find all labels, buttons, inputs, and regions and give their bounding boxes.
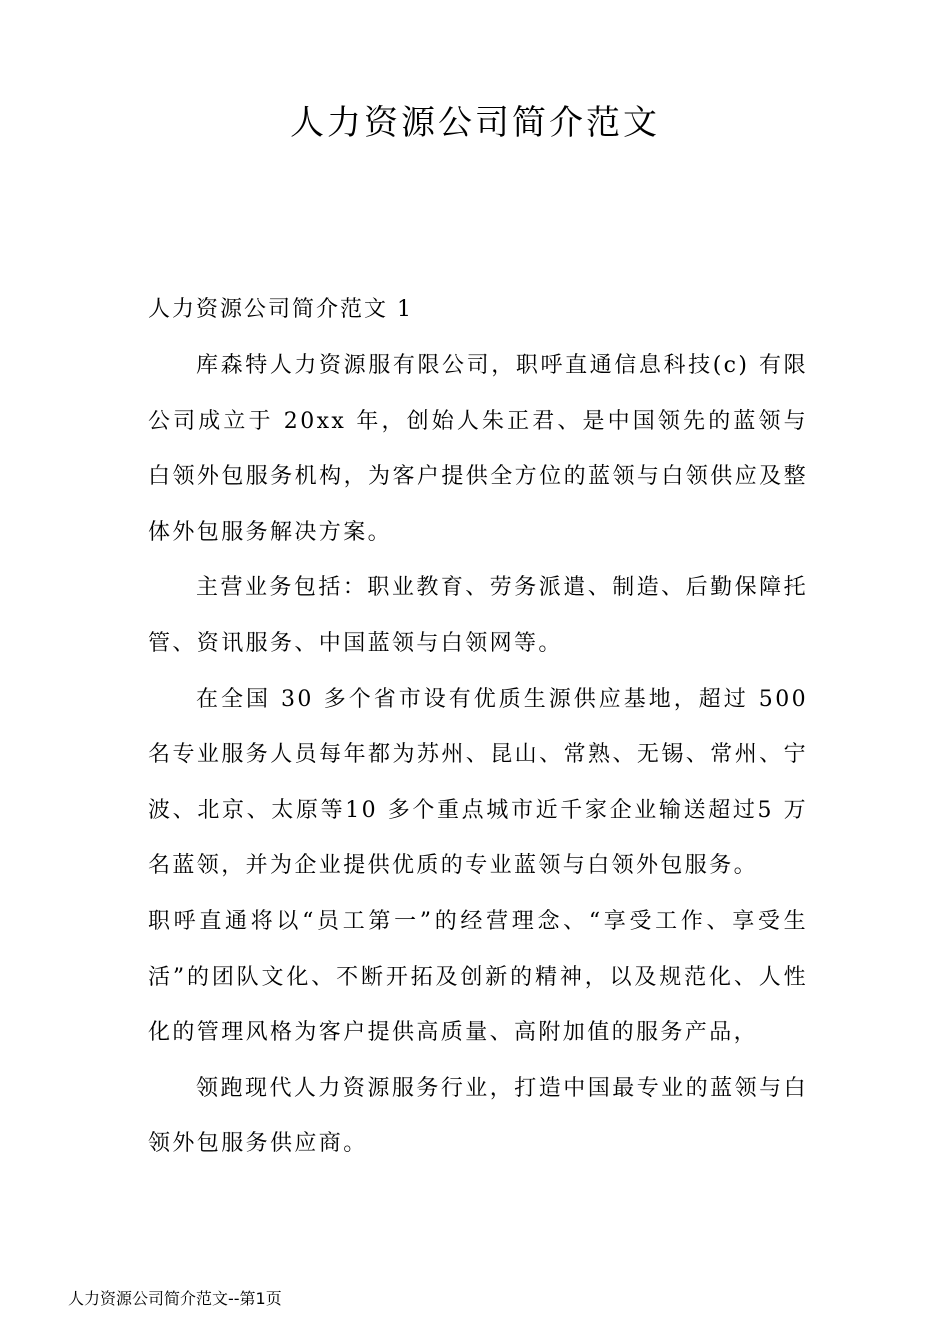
document-body	[148, 282, 808, 1172]
paragraph-philosophy: 职呼直通将以“员工第一”的经营理念、“享受工作、享受生活”的团队文化、不断开拓及创新的精神，以及规范化、人性化的管理风格为客户提供高质量、高附加值的服务产品，	[148, 908, 808, 1046]
document-title: 人力资源公司简介范文	[290, 103, 660, 143]
paragraph-main-business: 主营业务包括：职业教育、劳务派遣、制造、后勤保障托管、资讯服务、中国蓝领与白领网等。	[148, 575, 808, 656]
paragraph-vision: 领跑现代人力资源服务行业，打造中国最专业的蓝领与白领外包服务供应商。	[148, 1075, 808, 1157]
paragraph-national-network: 在全国 30 多个省市设有优质生源供应基地，超过 500 名专业服务人员每年都为苏州、昆山、常熟、无锡、常州、宁波、北京、太原等10 多个重点城市近千家企业输送超过5 万名蓝领，并为企业提供优质的专业蓝领与白领外包服务。	[148, 686, 808, 879]
page-footer: 人力资源公司简介范文--第1页	[68, 1289, 282, 1308]
paragraph-company-intro: 库森特人力资源服有限公司，职呼直通信息科技(c) 有限公司成立于 20xx 年，创始人朱正君、是中国领先的蓝领与白领外包服务机构，为客户提供全方位的蓝领与白领供应及整体外包服务解决方案。	[148, 353, 808, 545]
section-heading: 人力资源公司简介范文 1	[148, 297, 413, 322]
